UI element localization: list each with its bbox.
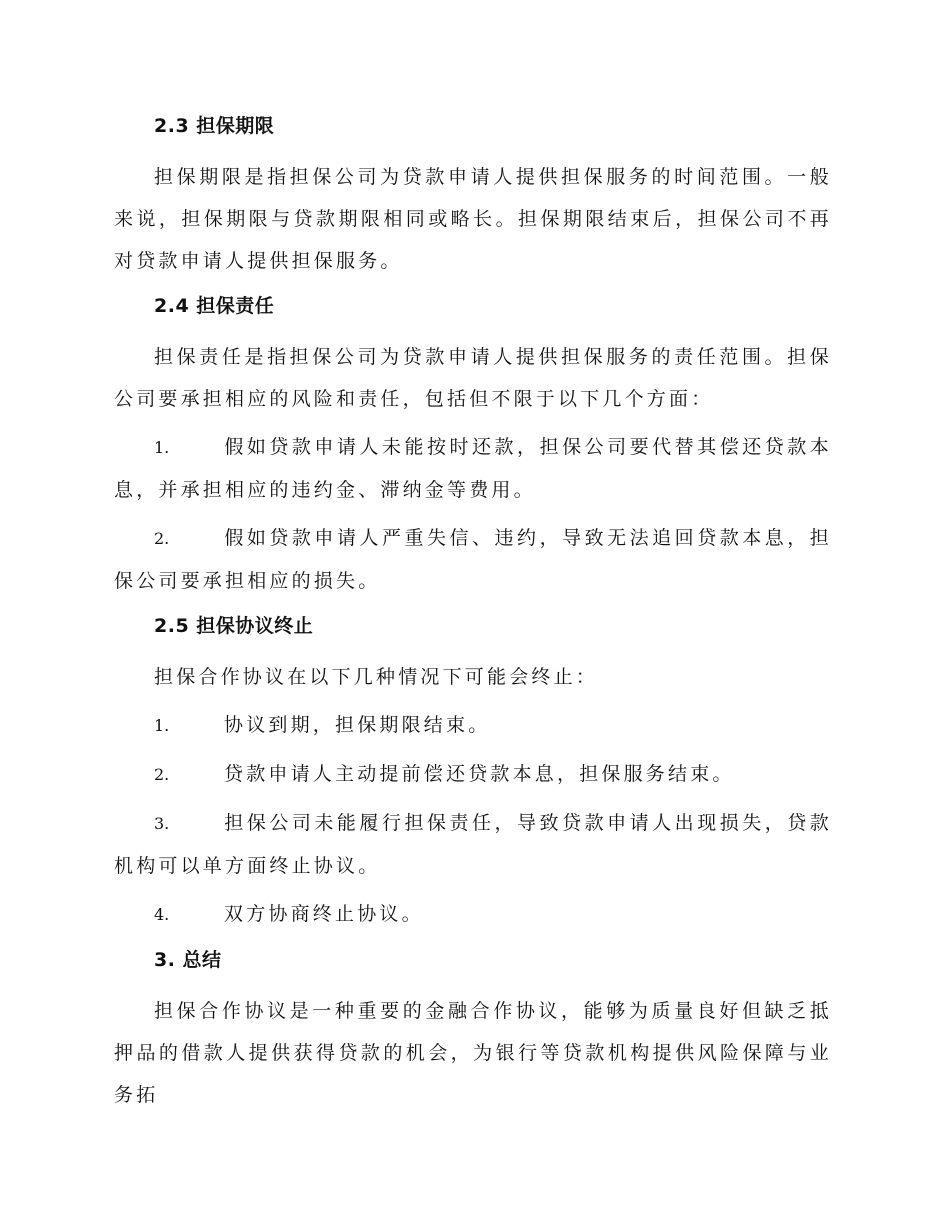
list-item-number: 4. xyxy=(154,905,170,924)
list-item xyxy=(114,517,832,602)
list-item-number: 2. xyxy=(154,529,170,548)
list-item-number: 1. xyxy=(154,716,170,735)
section-paragraph-3: 担保合作协议是一种重要的金融合作协议，能够为质量良好但缺乏抵押品的借款人提供获得贷款的机会，为银行等贷款机构提供风险保障与业务拓 xyxy=(114,1000,832,1106)
list-item-text: 假如贷款申请人严重失信、违约，导致无法追回贷款本息，担保公司要承担相应的损失。 xyxy=(114,527,832,592)
section-heading-2-4: 2.4 担保责任 xyxy=(154,295,275,317)
list-item xyxy=(114,893,832,936)
list-item-number: 2. xyxy=(154,765,170,784)
list-item-number: 3. xyxy=(154,814,170,833)
section-heading-3: 3. 总结 xyxy=(154,949,222,971)
list-item xyxy=(114,753,832,796)
list-item-number: 1. xyxy=(154,438,170,457)
list-item-text: 双方协商终止协议。 xyxy=(224,903,424,925)
list-item-text: 协议到期，担保期限结束。 xyxy=(224,714,491,736)
list-item xyxy=(114,704,832,747)
list-item xyxy=(114,802,832,887)
section-heading-2-5: 2.5 担保协议终止 xyxy=(154,615,314,637)
section-paragraph-2-4: 担保责任是指担保公司为贷款申请人提供担保服务的责任范围。担保公司要承担相应的风险和责任，包括但不限于以下几个方面： xyxy=(114,346,832,410)
list-item-text: 担保公司未能履行担保责任，导致贷款申请人出现损失，贷款机构可以单方面终止协议。 xyxy=(114,812,832,877)
section-paragraph-2-5: 担保合作协议在以下几种情况下可能会终止： xyxy=(154,666,599,688)
list-item xyxy=(114,426,832,511)
list-item-text: 假如贷款申请人未能按时还款，担保公司要代替其偿还贷款本息，并承担相应的违约金、滞纳金等费用。 xyxy=(114,436,832,501)
section-heading-2-3: 2.3 担保期限 xyxy=(154,115,275,137)
document-page xyxy=(114,108,832,1122)
list-item-text: 贷款申请人主动提前偿还贷款本息，担保服务结束。 xyxy=(224,763,735,785)
section-paragraph-2-3: 担保期限是指担保公司为贷款申请人提供担保服务的时间范围。一般来说，担保期限与贷款期限相同或略长。担保期限结束后，担保公司不再对贷款申请人提供担保服务。 xyxy=(114,166,832,272)
